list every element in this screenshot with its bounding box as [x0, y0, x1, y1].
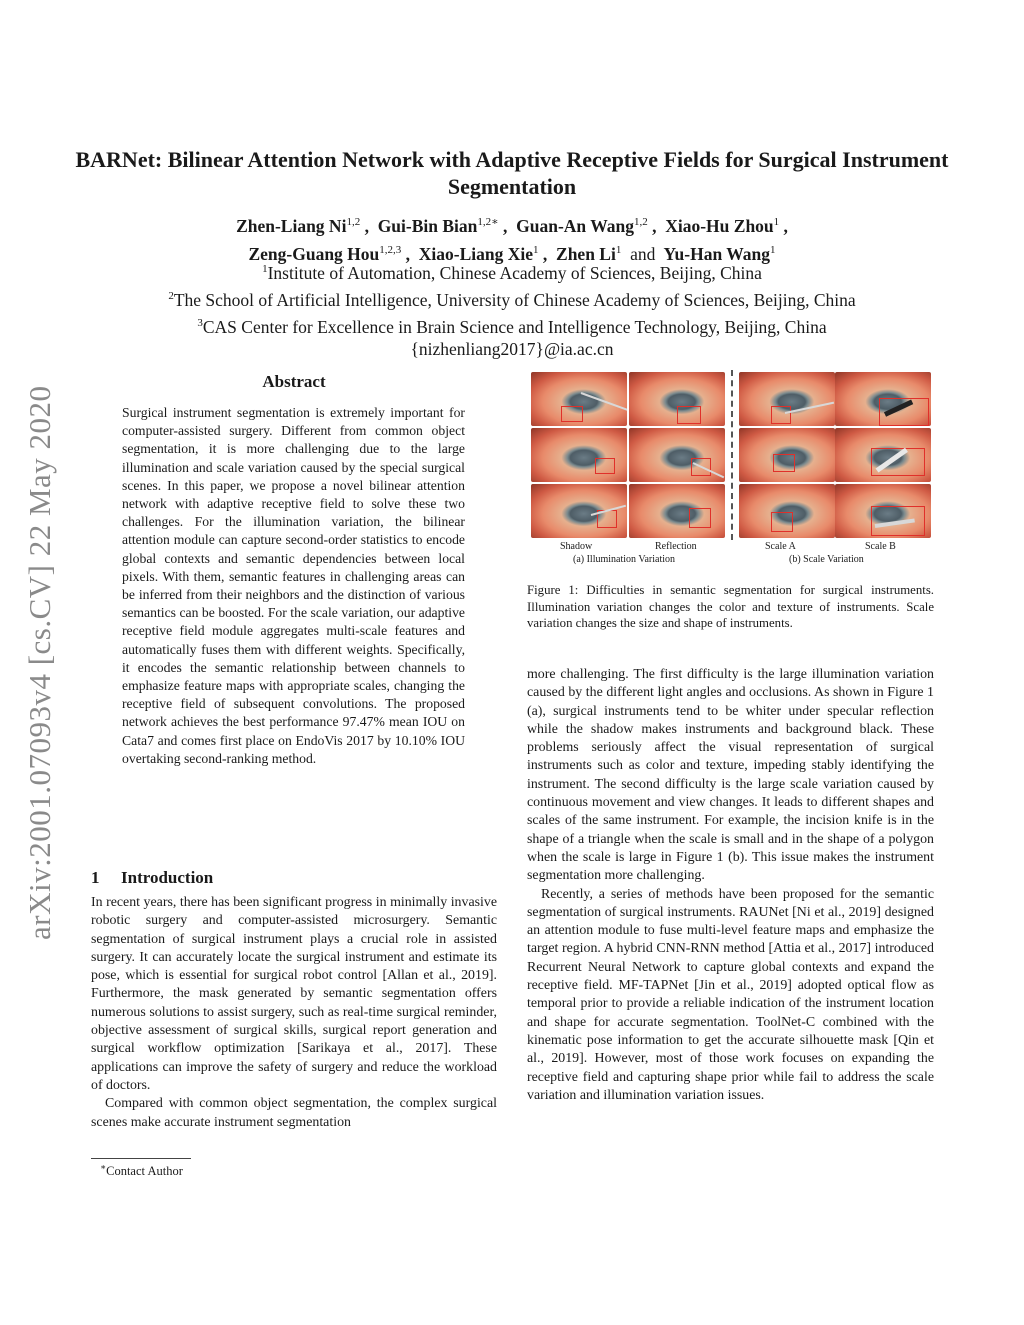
paper-title: BARNet: Bilinear Attention Network with Adaptive Receptive Fields for Surgical Instrument Segmentation — [75, 147, 949, 199]
surgical-image — [531, 484, 627, 538]
surgical-image — [739, 484, 835, 538]
affiliation-2 — [60, 285, 964, 312]
abstract-body: Surgical instrument segmentation is extremely important for computer-assisted surgery. Different from common object segmentation, it is more challenging due to the large illumination and scale variation caused by the special surgical scenes. In this paper, we propose a novel bilinear attention network with adaptive receptive field to solve these two challenges. For the illumination variation, the bilinear attention module can capture second-order statistics to encode global contexts and semantic dependencies between local pixels. With them, semantic features in challenging areas can be inferred from their neighbors and the distinction of various semantics can be boosted. For the scale variation, our adaptive receptive field module aggregates multi-scale features and automatically fuses them with different weights. Specifically, it encodes the semantic relationship between channels to emphasize feature maps with appropriate scales, changing the receptive field of subsequent convolutions. The proposed network achieves the best performance 97.47% mean IOU on Cata7 and comes first place on EndoVis 2017 by 10.10% IOU overtaking second-ranking method. — [122, 405, 465, 766]
instrument — [785, 402, 834, 414]
highlight-box — [689, 508, 711, 528]
paragraph: Compared with common object segmentation, the complex surgical scenes make accurate instrument segmentation — [91, 1096, 497, 1130]
surgical-image — [739, 428, 835, 482]
affil-sup: 2 — [168, 289, 174, 302]
footnote-text: Contact Author — [106, 1164, 183, 1179]
footnote — [100, 1162, 183, 1179]
figure-divider — [731, 370, 733, 540]
author-sup: 1 — [533, 243, 539, 256]
author-name: Yu-Han Wang — [663, 243, 771, 264]
paragraph: Recently, a series of methods have been proposed for the semantic segmentation of surgical instruments. RAUNet [Ni et al., 2019] designed an attention module to fuse multi-level feature maps and emphasize the target region. A hybrid CNN-RNN method [Attia et al., 2017] introduced Recurrent Neural Network to capture global contexts and expand the receptive field. MF-TAPNet [Jin et al., 2019] adopted optical flow as temporal prior to provide a reliable indication of the instrument location and shape for accurate segmentation. ToolNet-C combined with the kinematic pose information to get the accurate silhouette mask [Qin et al., 2019]. However, most of those work focuses on expanding the receptive field and capturing shape prior while fail to address the scale variation and illumination variation issues. — [527, 886, 934, 1103]
footnote-mark: ∗ — [100, 1162, 107, 1172]
and-word: and — [630, 243, 656, 264]
affil-text: The School of Artificial Intelligence, University of Chinese Academy of Sciences, Beijing, China — [173, 289, 856, 310]
figure-caption: Figure 1: Difficulties in semantic segmentation for surgical instruments. Illumination variation changes the color and texture of instruments. Scale variation changes the size and shape of instruments. — [527, 583, 934, 630]
figure-label-reflection: Reflection — [655, 541, 697, 552]
author-sup: 1,2,3 — [379, 243, 402, 256]
subfigure-caption-a: (a) Illumination Variation — [573, 554, 676, 565]
affiliation-3 — [60, 312, 964, 339]
figure-label-scale-b: Scale B — [865, 541, 896, 552]
author-sup: 1 — [770, 243, 776, 256]
author-name: Gui-Bin Bian — [377, 215, 478, 236]
right-column-body — [527, 666, 934, 1105]
author-name: Xiao-Liang Xie — [418, 243, 534, 264]
subfigure-caption-b: (b) Scale Variation — [789, 554, 864, 565]
highlight-box — [677, 406, 701, 424]
author-name: Zhen-Liang Ni — [236, 215, 347, 236]
affil-text: Institute of Automation, Chinese Academy of Sciences, Beijing, China — [267, 262, 762, 283]
author-name: Guan-An Wang — [516, 215, 634, 236]
surgical-image — [629, 428, 725, 482]
author-sup: 1 — [615, 243, 622, 256]
surgical-image — [531, 428, 627, 482]
section-number: 1 — [91, 868, 100, 887]
section-heading-introduction — [91, 868, 213, 888]
figure-1 — [527, 370, 934, 570]
figure-label-scale-a: Scale A — [765, 541, 796, 552]
figure-label-shadow: Shadow — [560, 541, 593, 552]
author-sup: 1 — [773, 216, 780, 228]
affiliations — [60, 258, 964, 361]
highlight-box — [773, 454, 795, 472]
highlight-box — [561, 406, 583, 422]
affiliation-1 — [60, 258, 964, 285]
author-sup: 1,2∗ — [477, 216, 499, 228]
section-title: Introduction — [121, 868, 214, 887]
surgical-image — [835, 428, 931, 482]
instrument — [581, 392, 627, 411]
affil-sup: 1 — [262, 263, 268, 275]
author-name: Xiao-Hu Zhou — [665, 215, 774, 236]
paragraph: In recent years, there has been significant progress in minimally invasive robotic surgery and computer-assisted microsurgery. Semantic segmentation of surgical instrument plays a crucial role in assisted surgery. It can accurately locate the surgical instrument and estimate its pose, which is essential for surgical robot control [Allan et al., 2019]. Furthermore, the mask generated by semantic segmentation offers numerous solutions to assist surgery, such as real-time surgical reminder, objective assessment of surgical skills, surgical report generation and surgical workflow optimization [Sarikaya et al., 2017]. These applications can improve the safety of surgery and reduce the workload of doctors. — [91, 895, 497, 1093]
email-address: {nizhenliang2017}@ia.ac.cn — [410, 339, 614, 360]
paragraph: more challenging. The first difficulty is the large illumination variation caused by the different light angles and occlusions. As shown in Figure 1 (a), surgical instruments tend to be whiter under specular reflection while the shadow makes instruments and background black. These problems seriously affect the visual representation of surgical instruments such as color and texture, impeding stably identifying the instrument. The second difficulty is the large scale variation caused by continuous movement and view changes. It leads to different shapes and scales of the same instrument. For example, the incision knife is in the shape of a triangle when the scale is small and in the shape of a polygon when the scale is large in Figure 1 (b). This issue makes the instrument segmentation more challenging. — [527, 667, 934, 884]
footnote-rule — [91, 1158, 191, 1159]
surgical-image — [531, 372, 627, 426]
surgical-image — [629, 372, 725, 426]
author-sup: 1,2 — [346, 216, 361, 228]
author-line-1: Zhen-Liang Ni$^{1,2}$ , Gui-Bin Bian$^{1,2∗}$ , Guan-An Wang$^{1,2}$ , Xiao-Hu Zhou$^1$ , — [236, 215, 788, 236]
affil-sup: 3 — [197, 316, 203, 329]
surgical-image — [835, 484, 931, 538]
highlight-box — [771, 406, 791, 424]
author-name: Zeng-Guang Hou — [248, 243, 380, 264]
author-name: Zhen Li — [556, 243, 616, 264]
surgical-image — [739, 372, 835, 426]
surgical-image — [629, 484, 725, 538]
arxiv-stamp: arXiv:2001.07093v4 [cs.CV] 22 May 2020 — [22, 385, 57, 940]
affil-text: CAS Center for Excellence in Brain Science and Intelligence Technology, Beijing, China — [202, 316, 827, 337]
highlight-box — [771, 512, 793, 532]
introduction-body — [91, 894, 497, 1132]
author-sup: 1,2 — [633, 216, 648, 228]
highlight-box — [595, 458, 615, 474]
surgical-image — [835, 372, 931, 426]
abstract-heading: Abstract — [262, 372, 326, 391]
author-line-2: Zeng-Guang Hou$^{1,2,3}$ , Xiao-Liang Xie$^1$ , Zhen Li$^1$ and Yu-Han Wang$^1$ — [248, 243, 776, 264]
